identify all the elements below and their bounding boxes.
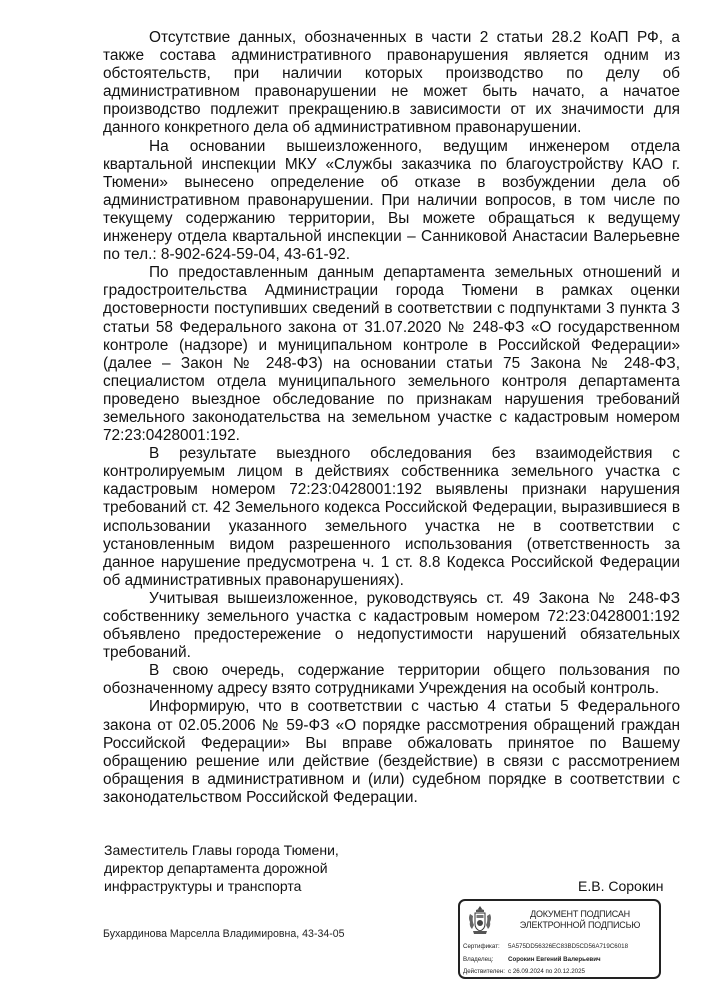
validity-label: Действителен: xyxy=(463,968,505,975)
signatory-position-line: директор департамента дорожной xyxy=(104,860,328,876)
stamp-title-line: ДОКУМЕНТ ПОДПИСАН xyxy=(530,909,630,919)
paragraph: Учитывая вышеизложенное, руководствуясь ст. 49 Закона № 248-ФЗ собственнику земельного участка с кадастровым номером 72:23:0428001:192 объявлено предостережение о недопустимости нарушений обязательных требований. xyxy=(103,589,680,662)
paragraph: Отсутствие данных, обозначенных в части 2 статьи 28.2 КоАП РФ, а также состава административного правонарушения является одним из обстоятельств, при наличии которых производство по делу об административном правонарушении не может быть начато, а начатое производство подлежит прекращению.в зависимости от их значимости для данного конкретного дела об административном правонарушении. xyxy=(103,29,680,137)
paragraph: На основании вышеизложенного, ведущим инженером отдела квартальной инспекции МКУ «Службы заказчика по благоустройству КАО г. Тюмени» вынесено определение об отказе в возбуждении дела об административном правонарушении. При наличии вопросов, в том числе по текущему содержанию территории, Вы можете обращаться к ведущему инженеру отдела квартальной инспекции – Санниковой Анастасии Валерьевне по тел.: 8-902-624-59-04, 43-61-92. xyxy=(103,137,680,264)
owner-label: Владелец: xyxy=(463,956,494,963)
signatory-position-line: Заместитель Главы города Тюмени, xyxy=(104,842,339,858)
executor-contact: Бухардинова Марселла Владимировна, 43-34-05 xyxy=(103,928,345,940)
stamp-validity-row xyxy=(463,968,585,975)
paragraph: По предоставленным данным департамента земельных отношений и градостроительства Администрации города Тюмени в рамках оценки достоверности поступивших сведений в соответствии с подпунктами 3 пункта 3 статьи 58 Федерального закона от 31.07.2020 № 248-ФЗ «О государственном контроле (надзоре) и муниципальном контроле в Российской Федерации» (далее – Закон № 248-ФЗ) на основании статьи 75 Закона № 248-ФЗ, специалистом отдела муниципального земельного контроля департамента проведено выездное обследование по признакам нарушения требований земельного законодательства на земельном участке с кадастровым номером 72:23:0428001:192. xyxy=(103,264,680,445)
stamp-title-line: ЭЛЕКТРОННОЙ ПОДПИСЬЮ xyxy=(519,920,641,930)
signatory-position-line: инфраструктуры и транспорта xyxy=(104,878,302,894)
signatory-name: Е.В. Сорокин xyxy=(578,878,664,894)
electronic-signature-stamp xyxy=(458,899,661,979)
owner-value: Сорокин Евгений Валерьевич xyxy=(508,956,601,963)
certificate-value: 5A575DD56326EC83BD5CD56A719C6018 xyxy=(508,943,629,950)
stamp-certificate-row xyxy=(463,943,628,950)
paragraph: Информирую, что в соответствии с частью 4 статьи 5 Федерального закона от 02.05.2006 № 59-ФЗ «О порядке рассмотрения обращений граждан Российской Федерации» Вы вправе обжаловать принятое по Вашему обращению решение или действие (бездействие) в связи с рассмотрением обращения в административном и (или) судебном порядке в соответствии с законодательством Российской Федерации. xyxy=(103,698,680,806)
paragraph: В свою очередь, содержание территории общего пользования по обозначенному адресу взято сотрудниками Учреждения на особый контроль. xyxy=(103,662,680,698)
coat-of-arms-icon xyxy=(467,905,493,935)
stamp-title xyxy=(500,909,660,931)
paragraph: В результате выездного обследования без взаимодействия с контролируемым лицом в действиях собственника земельного участка с кадастровым номером 72:23:0428001:192 выявлены признаки нарушения требований ст. 42 Земельного кодекса Российской Федерации, выразившиеся в использовании указанного земельного участка не в соответствии с установленным видом разрешенного использования (ответственность за данное нарушение предусмотрена ч. 1 ст. 8.8 Кодекса Российской Федерации об административных правонарушениях). xyxy=(103,445,680,589)
letter-body xyxy=(103,29,680,807)
stamp-owner-row xyxy=(463,956,601,963)
signatory-position xyxy=(104,841,404,895)
validity-value: с 26.09.2024 по 20.12.2025 xyxy=(508,968,585,975)
certificate-label: Сертификат: xyxy=(463,943,500,950)
